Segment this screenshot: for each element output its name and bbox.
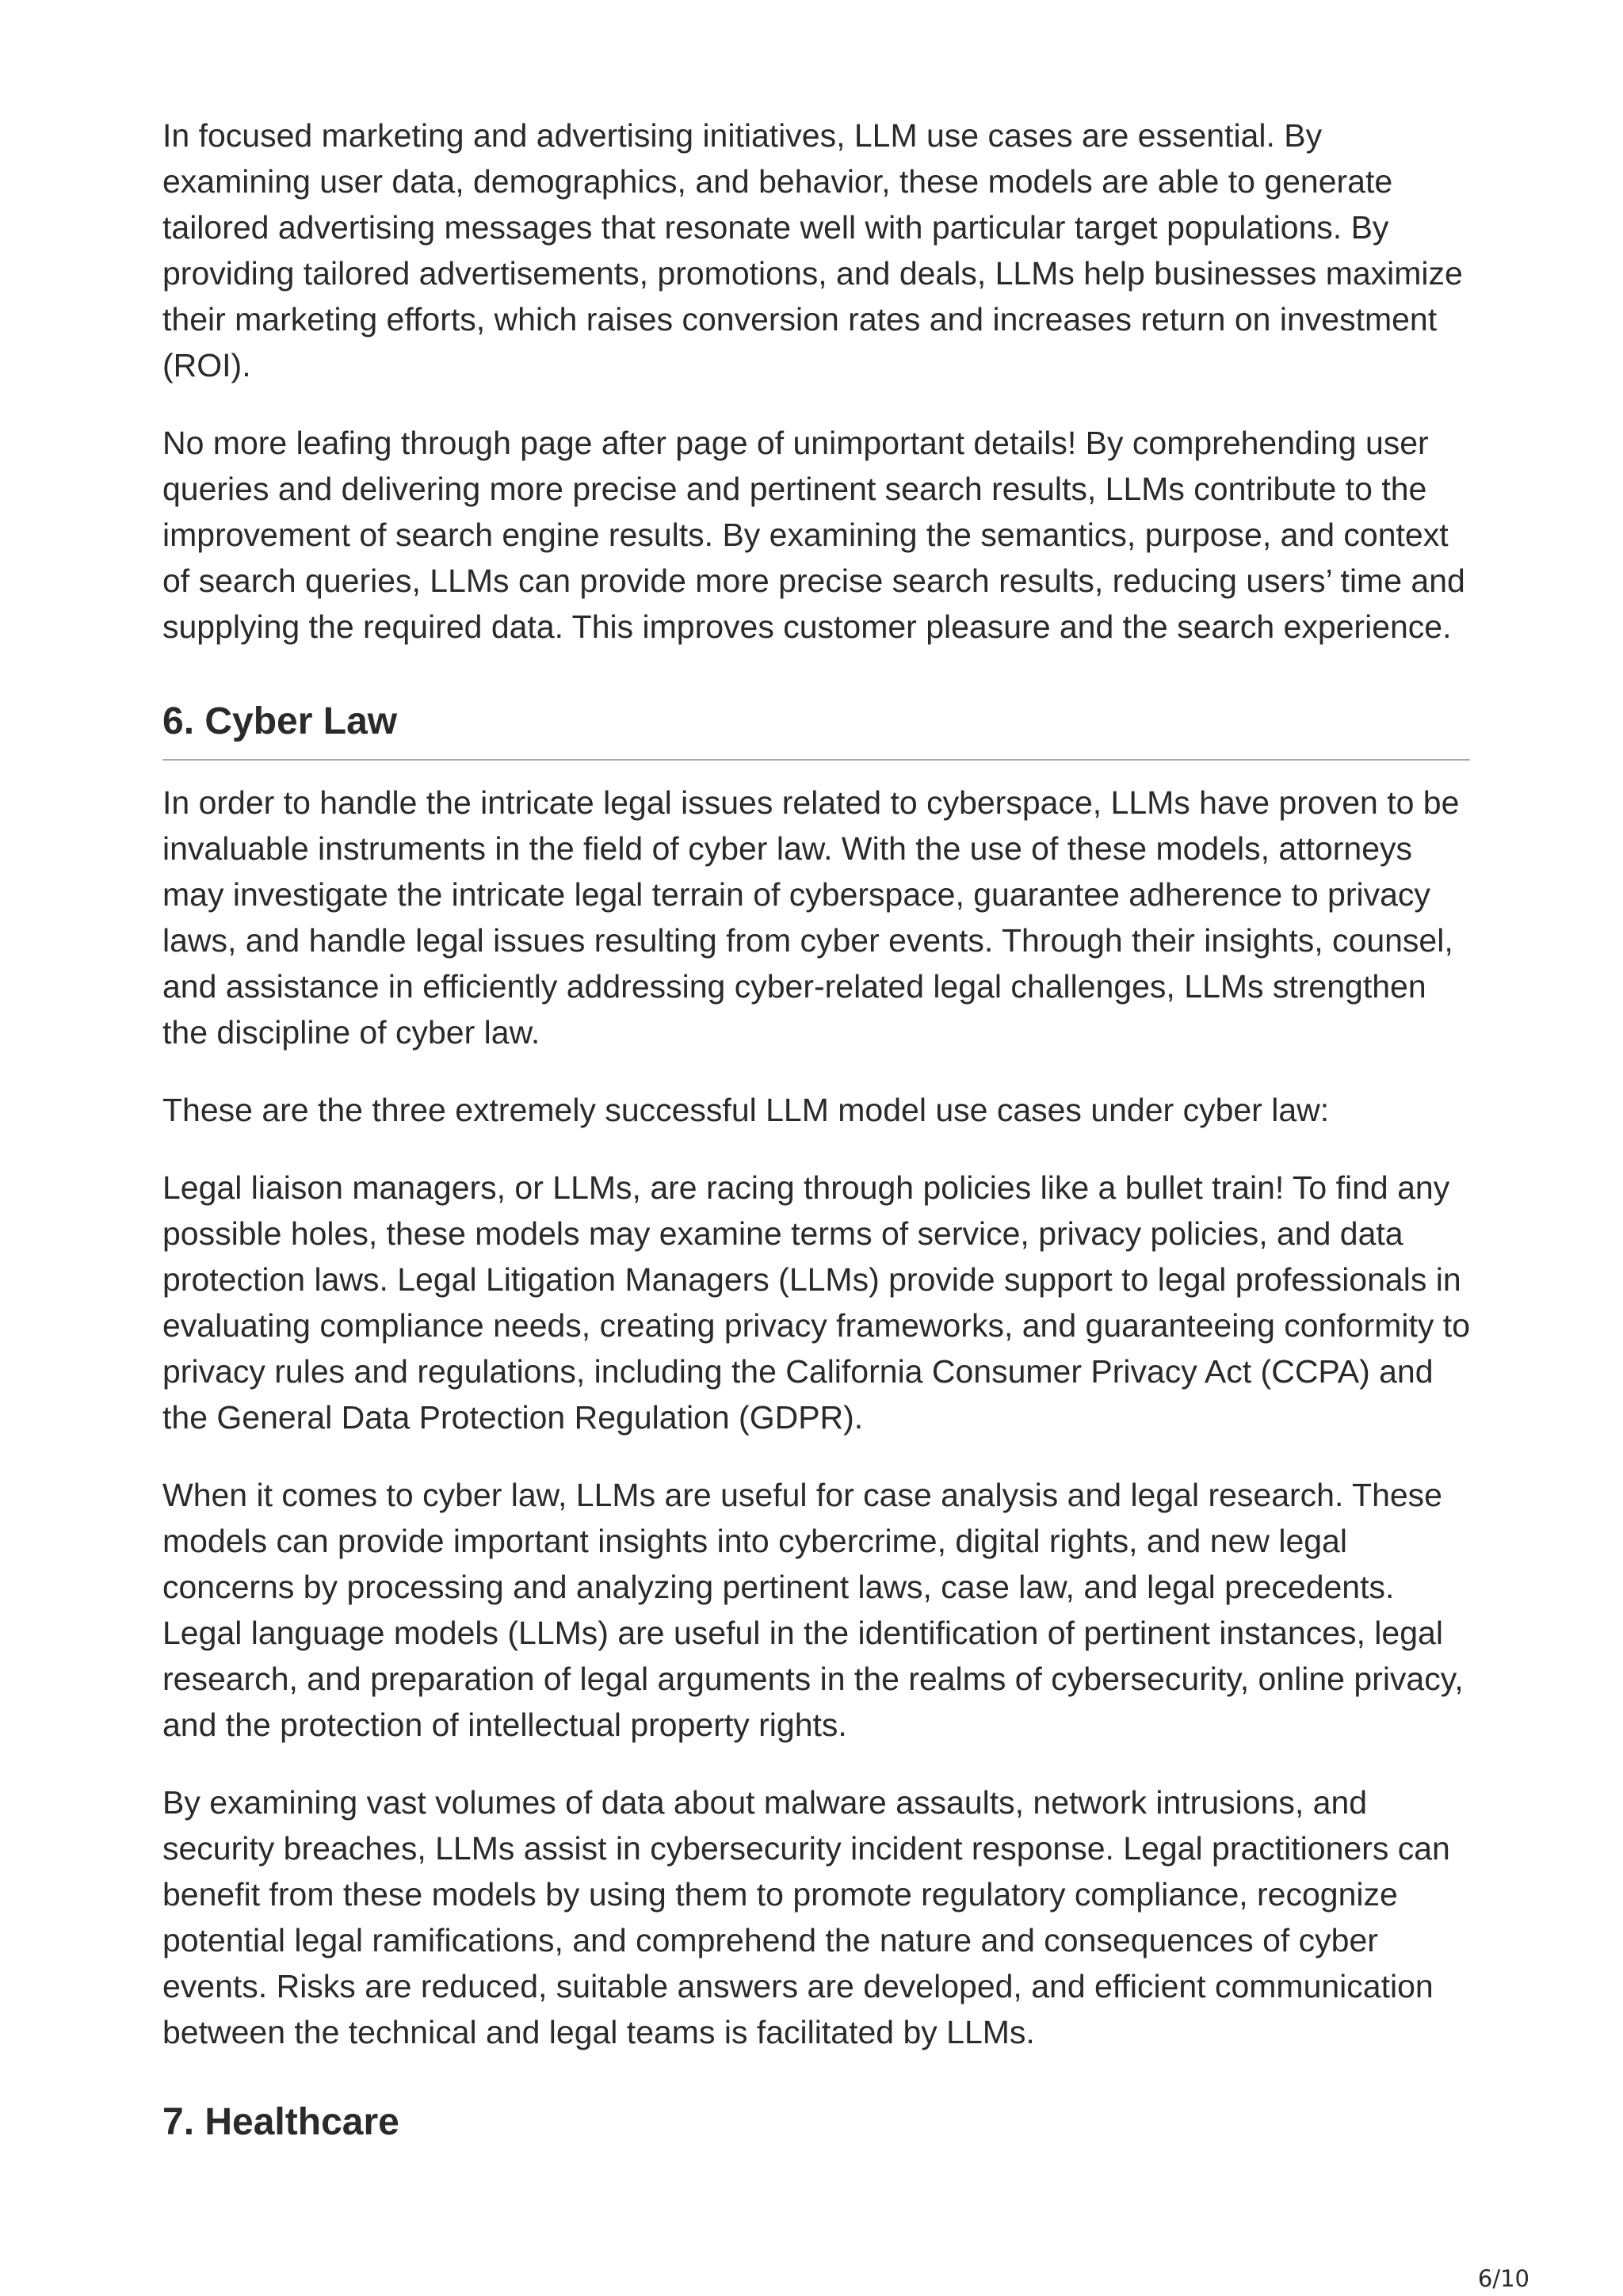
document-page <box>162 113 1470 2160</box>
page-number: 6/10 <box>1477 2265 1529 2292</box>
paragraph-privacy-compliance: Legal liaison managers, or LLMs, are racing through policies like a bullet train! To find any possible holes, these models may examine terms of service, privacy policies, and data protection laws. Legal Litigation Managers (LLMs) provide support to legal professionals in evaluating compliance needs, creating privacy frameworks, and guaranteeing conformity to privacy rules and regulations, including the California Consumer Privacy Act (CCPA) and the General Data Protection Regulation (GDPR). <box>162 1169 1470 1436</box>
paragraph-incident-response: By examining vast volumes of data about malware assaults, network intrusions, and security breaches, LLMs assist in cybersecurity incident response. Legal practitioners can benefit from these models by using them to promote regulatory compliance, recognize potential legal ramifications, and comprehend the nature and consequences of cyber events. Risks are reduced, suitable answers are developed, and efficient communication between the technical and legal teams is facilitated by LLMs. <box>162 1784 1450 2050</box>
paragraph-search: No more leafing through page after page of unimportant details! By comprehending user queries and delivering more precise and pertinent search results, LLMs contribute to the improvement of search engine results. By examining the semantics, purpose, and context of search queries, LLMs can provide more precise search results, reducing users’ time and supplying the required data. This improves customer pleasure and the search experience. <box>162 425 1465 645</box>
paragraph-marketing: In focused marketing and advertising initiatives, LLM use cases are essential. By examining user data, demographics, and behavior, these models are able to generate tailored advertising messages that resonate well with particular target populations. By providing tailored advertisements, promotions, and deals, LLMs help businesses maximize their marketing efforts, which raises conversion rates and increases return on investment (ROI). <box>162 117 1463 383</box>
paragraph-legal-research: When it comes to cyber law, LLMs are useful for case analysis and legal research. These models can provide important insights into cybercrime, digital rights, and new legal concerns by processing and analyzing pertinent laws, case law, and legal precedents. Legal language models (LLMs) are useful in the identification of pertinent instances, legal research, and preparation of legal arguments in the realms of cybersecurity, online privacy, and the protection of intellectual property rights. <box>162 1477 1464 1743</box>
paragraph-cyber-law-intro: In order to handle the intricate legal issues related to cyberspace, LLMs have proven to be invaluable instruments in the field of cyber law. With the use of these models, attorneys may investigate the intricate legal terrain of cyberspace, guarantee adherence to privacy laws, and handle legal issues resulting from cyber events. Through their insights, counsel, and assistance in efficiently addressing cyber-related legal challenges, LLMs strengthen the discipline of cyber law. <box>162 784 1460 1051</box>
section-heading-healthcare: 7. Healthcare <box>162 2101 399 2143</box>
section-heading-cyber-law: 6. Cyber Law <box>162 699 1470 761</box>
paragraph-cyber-law-use-cases: These are the three extremely successful LLM model use cases under cyber law: <box>162 1092 1330 1128</box>
